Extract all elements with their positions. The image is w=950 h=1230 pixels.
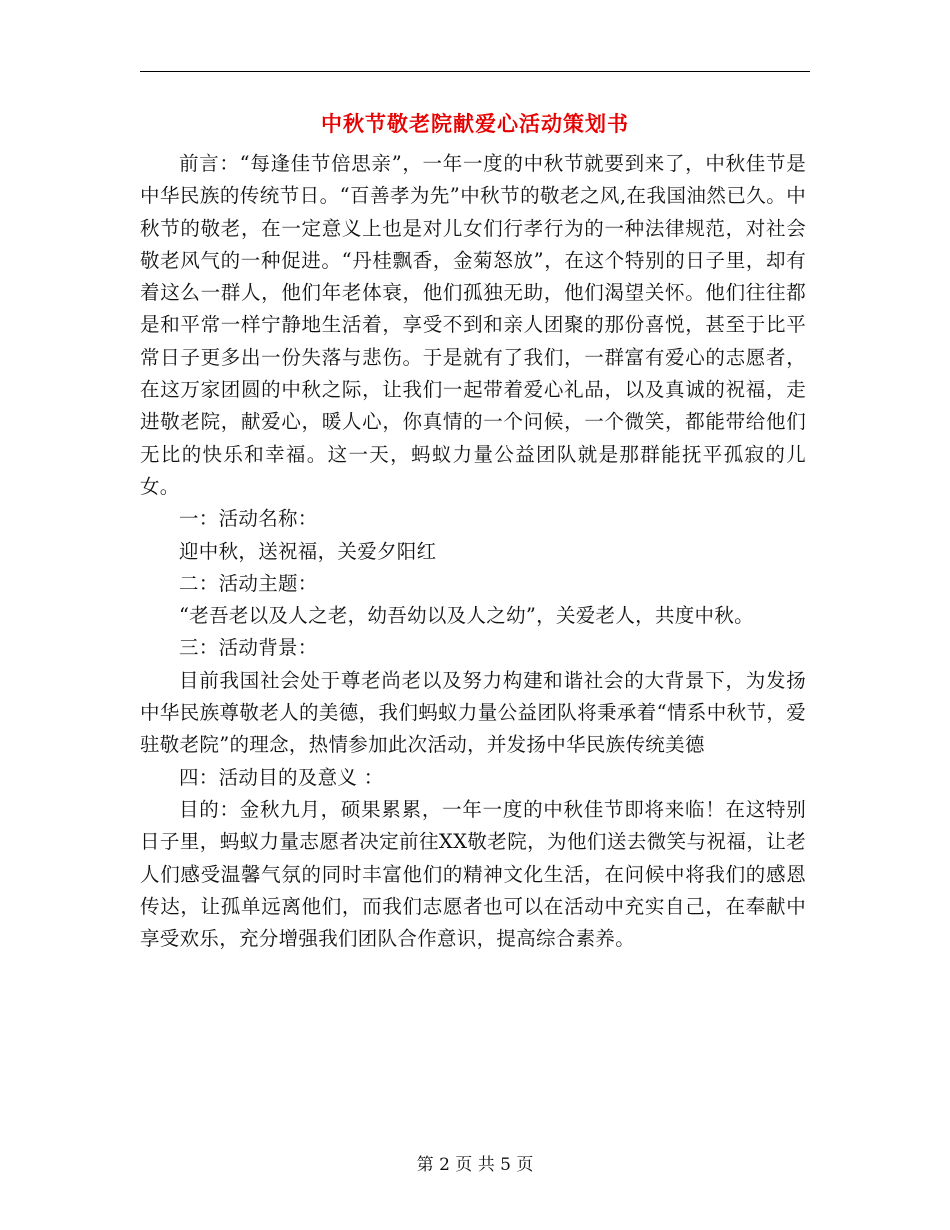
activity-name-text: 迎中秋，送祝福，关爱夕阳红 bbox=[179, 539, 437, 563]
header-rule bbox=[140, 71, 810, 72]
page-footer bbox=[0, 1153, 950, 1177]
section-heading-activity-background: 三：活动背景： bbox=[179, 636, 318, 660]
purpose-text: 目的：金秋九月，硕果累累，一年一度的中秋佳节即将来临！在这特别日子里，蚂蚁力量志愿者决定前往XX敬老院，为他们送去微笑与祝福，让老人们感受温馨气氛的同时丰富他们的精神文化生活，在问候中将我们的感恩传达，让孤单远离他们，而我们志愿者也可以在活动中充实自己，在奉献中享受欢乐，充分增强我们团队合作意识，提高综合素养。 bbox=[140, 797, 806, 951]
document-title: 中秋节敬老院献爱心活动策划书 bbox=[321, 111, 629, 136]
section-heading-activity-theme: 二：活动主题： bbox=[179, 571, 318, 595]
document-body bbox=[140, 148, 806, 955]
preface-paragraph: 前言：“每逢佳节倍思亲”，一年一度的中秋节就要到来了，中秋佳节是中华民族的传统节日。“百善孝为先”中秋节的敬老之风,在我国油然已久。中秋节的敬老，在一定意义上也是对儿女们行孝行为的一种法律规范，对社会敬老风气的一种促进。“丹桂飘香，金菊怒放”，在这个特别的日子里，却有着这么一群人，他们年老体衰，他们孤独无助，他们渴望关怀。他们往往都是和平常一样宁静地生活着，享受不到和亲人团聚的那份喜悦，甚至于比平常日子更多出一份失落与悲伤。于是就有了我们，一群富有爱心的志愿者，在这万家团圆的中秋之际，让我们一起带着爱心礼品，以及真诚的祝福，走进敬老院，献爱心，暖人心，你真情的一个问候，一个微笑，都能带给他们无比的快乐和幸福。这一天，蚂蚁力量公益团队就是那群能抚平孤寂的儿女。 bbox=[140, 152, 806, 498]
page-number-label: 第 2 页 共 5 页 bbox=[416, 1155, 534, 1175]
section-heading-purpose: 四：活动目的及意义 ： bbox=[179, 765, 384, 789]
activity-background-text: 目前我国社会处于尊老尚老以及努力构建和谐社会的大背景下，为发扬中华民族尊敬老人的美德，我们蚂蚁力量公益团队将秉承着“情系中秋节，爱驻敬老院”的理念，热情参加此次活动，并发扬中华民族传统美德 bbox=[140, 668, 806, 757]
activity-theme-text: “老吾老以及人之老，幼吾幼以及人之幼”，关爱老人，共度中秋。 bbox=[179, 604, 754, 628]
section-heading-activity-name: 一：活动名称： bbox=[179, 507, 318, 531]
